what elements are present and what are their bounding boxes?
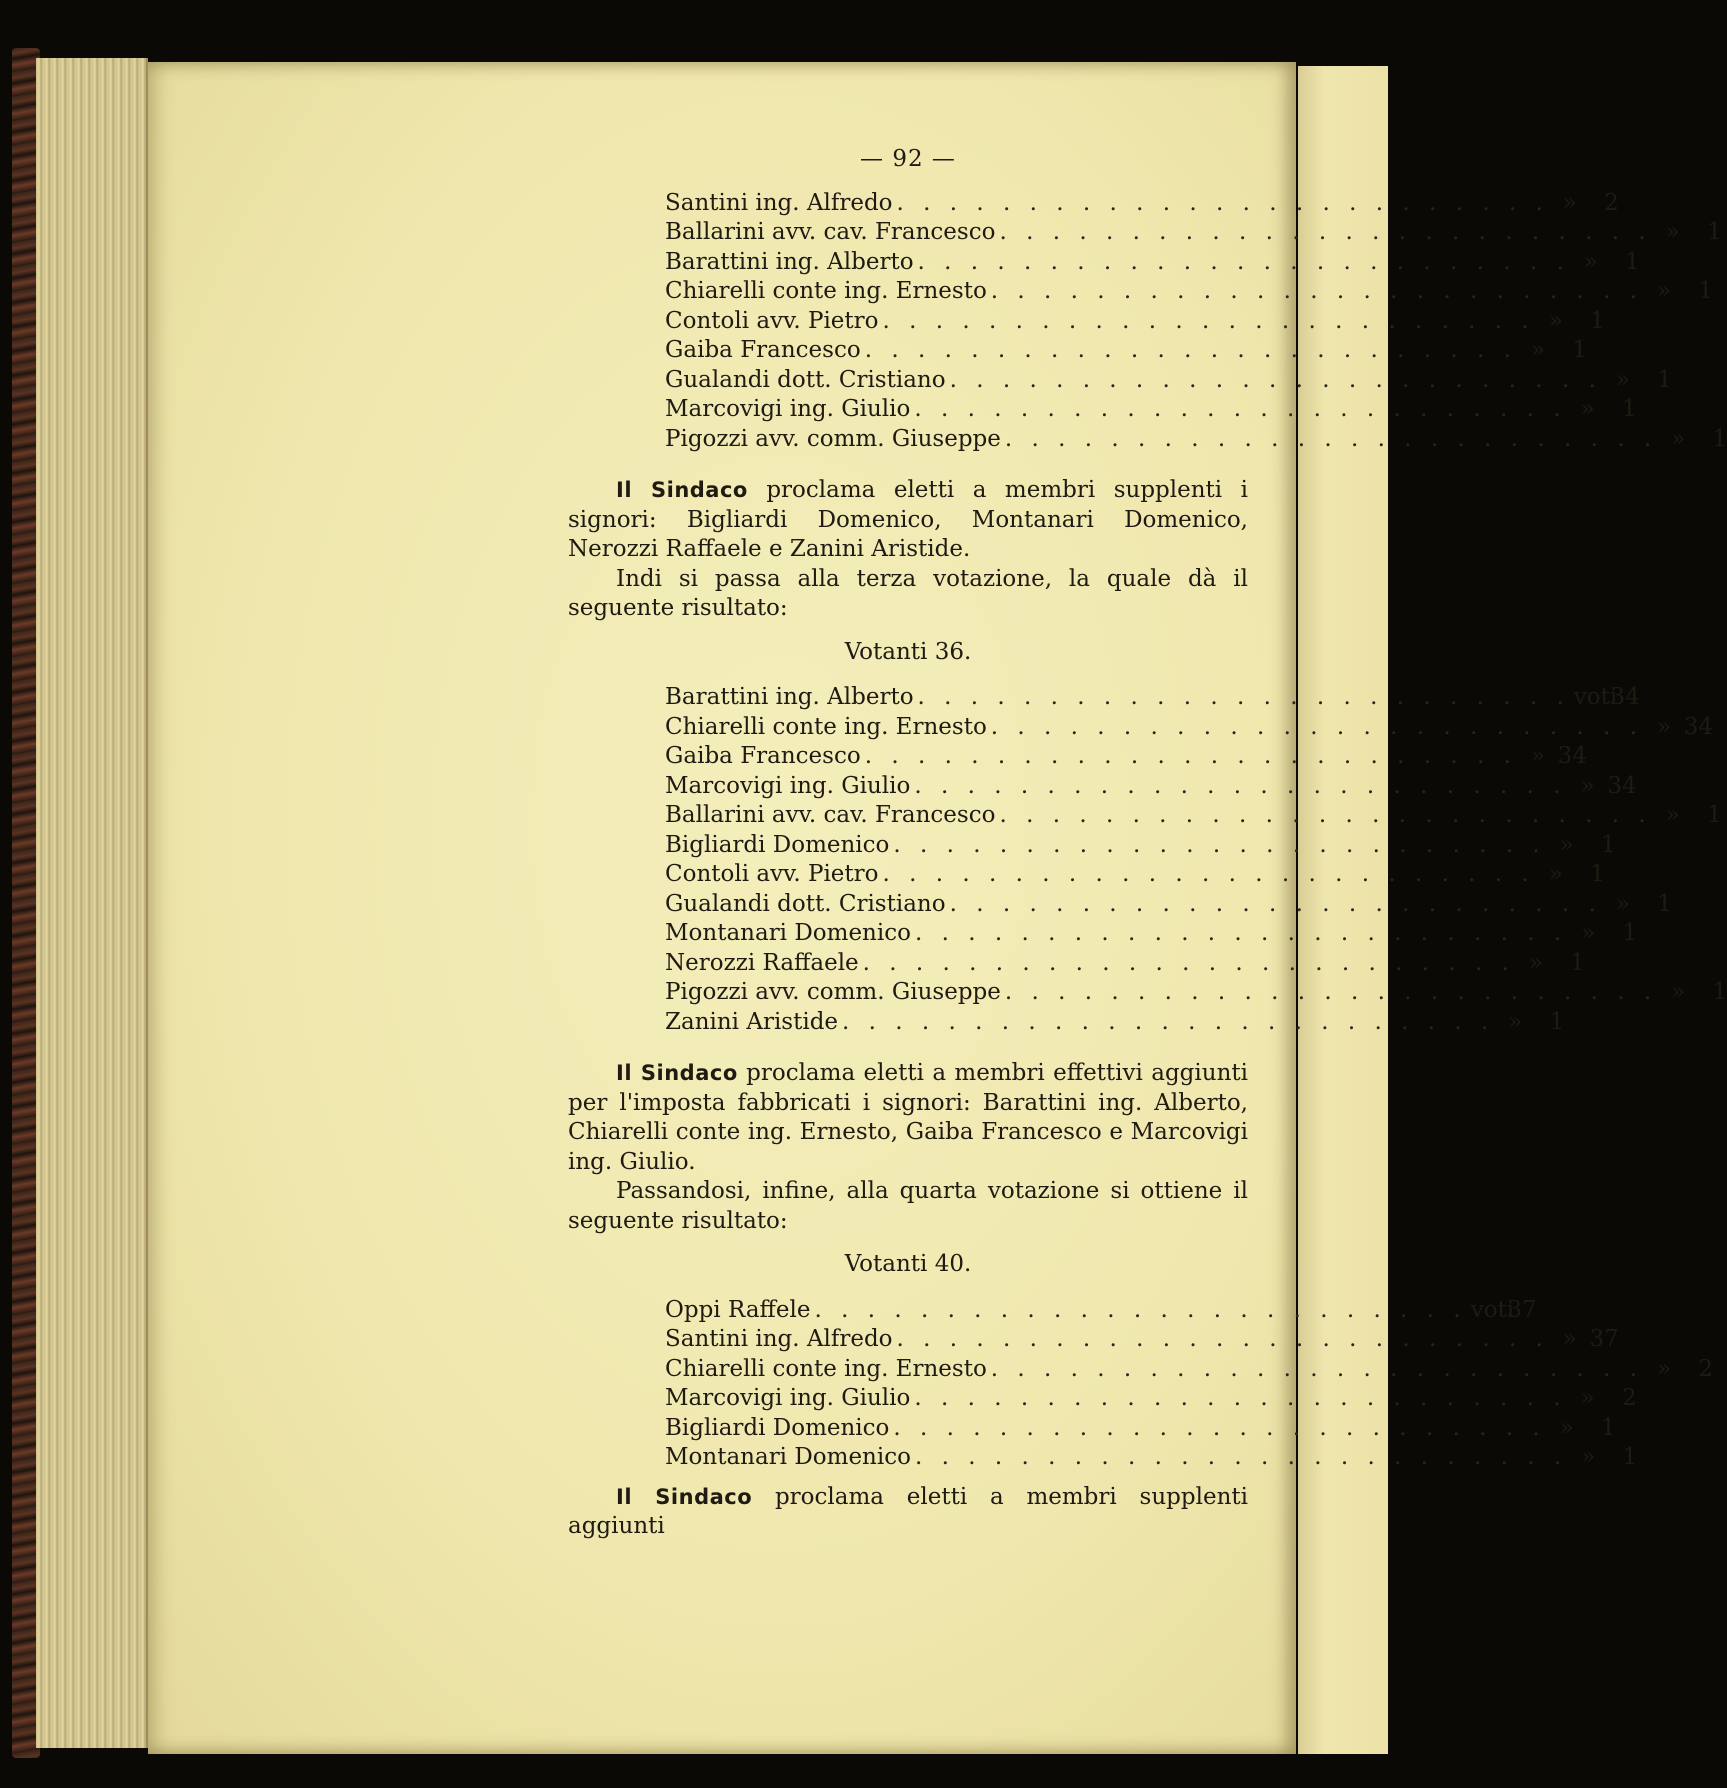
- dot-leader: . . . . . . . . . . . . . . . . . . . . . . . . .: [914, 396, 1567, 422]
- dot-leader: . . . . . . . . . . . . . . . . . . . . . . . . .: [990, 278, 1644, 304]
- vote-count: 1: [1712, 425, 1727, 452]
- vote-count: 1: [1707, 802, 1722, 828]
- vote-mark: »: [1615, 366, 1630, 393]
- list-item: [665, 860, 1605, 890]
- vote-mark: »: [1665, 802, 1680, 828]
- dot-leader: . . . . . . . . . . . . . . . . . . . . . . . . .: [999, 802, 1652, 828]
- dot-leader: . . . . . . . . . . . . . . . . . . . . . . . . .: [990, 713, 1644, 740]
- dot-leader: . . . . . . . . . . . . . . . . . . . . . . . . .: [882, 861, 1535, 887]
- list-item: [665, 1296, 1537, 1326]
- candidate-name: Pigozzi avv. comm. Giuseppe: [665, 979, 1001, 1005]
- list-item: [665, 713, 1714, 743]
- proclamation-text: proclama eletti a membri effettivi aggiunti per l'imposta fabbricati i signori: Barattini ing. Alberto, Chiarelli conte ing. Ernesto, Gaiba Francesco e Marcovigi ing. Giulio.: [568, 1060, 1248, 1175]
- candidate-name: Bigliardi Domenico: [665, 1414, 890, 1441]
- list-item: [665, 919, 1638, 949]
- candidate-name: Chiarelli conte ing. Ernesto: [665, 278, 987, 304]
- vote-mark: »: [1665, 219, 1680, 245]
- vote-mark: »: [1559, 831, 1574, 858]
- vote-mark: »: [1581, 920, 1596, 946]
- vote-mark: »: [1562, 189, 1577, 216]
- list-item: [665, 395, 1637, 425]
- list-item: [665, 1414, 1616, 1444]
- dot-leader: . . . . . . . . . . . . . . . . . . . . . . . . .: [914, 920, 1568, 946]
- candidate-name: Zanini Aristide: [665, 1008, 839, 1035]
- vote-mark: »: [1580, 1385, 1595, 1411]
- vote-mark: »: [1580, 396, 1595, 422]
- proclamation-text: proclama eletti a membri supplenti aggiunti: [568, 1483, 1248, 1539]
- vote-count: 1: [1590, 861, 1605, 887]
- vote-count: 34: [1683, 713, 1714, 740]
- list-item: [665, 1443, 1638, 1473]
- first-vote-list: [665, 189, 1727, 455]
- page-content: [568, 145, 1727, 1542]
- dot-leader: . . . . . . . . . . . . . . . . . . . . . . . . .: [999, 219, 1652, 245]
- vote-count: 2: [1621, 1385, 1637, 1411]
- dot-leader: . . . . . . . . . . . . . . . . . . . . . . . . .: [1004, 979, 1658, 1005]
- candidate-name: Ballarini avv. cav. Francesco: [665, 219, 996, 245]
- dot-leader: . . . . . . . . . . . . . . . . . . . . . . . . .: [917, 684, 1570, 710]
- vote-mark: »: [1580, 772, 1595, 799]
- list-item: [665, 425, 1727, 455]
- vote-mark: »: [1530, 337, 1545, 363]
- list-item: [665, 831, 1616, 861]
- candidate-name: Pigozzi avv. comm. Giuseppe: [665, 425, 1001, 452]
- list-item: [665, 742, 1587, 772]
- candidate-name: Bigliardi Domenico: [665, 831, 890, 858]
- vote-mark: »: [1657, 278, 1672, 304]
- list-item: [665, 1384, 1637, 1414]
- sindaco-label: Il Sindaco: [616, 478, 748, 502]
- dot-leader: . . . . . . . . . . . . . . . . . . . . . . . . .: [914, 1444, 1568, 1470]
- dot-leader: . . . . . . . . . . . . . . . . . . . . . . . . .: [842, 1008, 1495, 1035]
- vote-count: 1: [1712, 979, 1727, 1005]
- page-number: — 92 —: [860, 146, 956, 172]
- candidate-name: Oppi Raffele: [665, 1296, 811, 1323]
- dot-leader: . . . . . . . . . . . . . . . . . . . . . . . . .: [864, 743, 1517, 769]
- vote-count: 1: [1625, 248, 1640, 275]
- vote-mark: »: [1528, 949, 1543, 976]
- vote-mark: »: [1530, 743, 1545, 769]
- dot-leader: . . . . . . . . . . . . . . . . . . . . . . . . .: [990, 1355, 1644, 1382]
- dot-leader: . . . . . . . . . . . . . . . . . . . . . . . . .: [814, 1296, 1467, 1323]
- dot-leader: . . . . . . . . . . . . . . . . . . . . . . . . .: [893, 831, 1546, 858]
- vote-mark: »: [1657, 1355, 1672, 1382]
- vote-mark: »: [1581, 1444, 1596, 1470]
- vote-count: 2: [1604, 189, 1619, 216]
- vote-mark: »: [1583, 248, 1598, 275]
- candidate-name: Chiarelli conte ing. Ernesto: [665, 1355, 987, 1382]
- dot-leader: . . . . . . . . . . . . . . . . . . . . . . . . .: [917, 248, 1570, 275]
- vote-count: 1: [1698, 278, 1714, 304]
- vote-mark: »: [1508, 1008, 1523, 1035]
- dot-leader: . . . . . . . . . . . . . . . . . . . . . . . . .: [949, 890, 1602, 917]
- dot-leader: . . . . . . . . . . . . . . . . . . . . . . . . .: [914, 772, 1567, 799]
- dot-leader: . . . . . . . . . . . . . . . . . . . . . . . . .: [862, 949, 1515, 976]
- vote-mark: »: [1657, 713, 1672, 740]
- proclamation-effettivi: [568, 1059, 1248, 1177]
- vote-mark: voti: [1573, 684, 1618, 710]
- vote-mark: »: [1562, 1326, 1577, 1352]
- vote-count: 37: [1589, 1326, 1619, 1352]
- vote-count: 1: [1707, 219, 1722, 245]
- vote-mark: »: [1615, 890, 1630, 917]
- vote-mark: »: [1671, 979, 1686, 1005]
- list-item: [665, 890, 1672, 920]
- vote-count: 1: [1657, 366, 1672, 393]
- dot-leader: . . . . . . . . . . . . . . . . . . . . . . . . .: [1004, 425, 1658, 452]
- candidate-name: Marcovigi ing. Giulio: [665, 396, 911, 422]
- candidate-name: Barattini ing. Alberto: [665, 248, 914, 275]
- vote-count: 1: [1549, 1008, 1565, 1035]
- list-item: [665, 772, 1637, 802]
- third-vote-intro: Indi si passa alla terza votazione, la quale dà il seguente risultato:: [568, 565, 1248, 621]
- list-item: [665, 307, 1605, 337]
- candidate-name: Gaiba Francesco: [665, 743, 861, 769]
- vote-count: 2: [1698, 1355, 1714, 1382]
- vote-count: 34: [1607, 772, 1637, 799]
- list-item: [665, 949, 1585, 979]
- candidate-name: Contoli avv. Pietro: [665, 861, 879, 887]
- candidate-name: Gualandi dott. Cristiano: [665, 890, 946, 917]
- list-item: [665, 1355, 1714, 1385]
- candidate-name: Santini ing. Alfredo: [665, 1326, 893, 1352]
- fourth-vote-intro: Passandosi, infine, alla quarta votazione si ottiene il seguente risultato:: [568, 1178, 1248, 1234]
- vote-count: 1: [1601, 1414, 1616, 1441]
- candidate-name: Marcovigi ing. Giulio: [665, 772, 911, 799]
- vote-count: 37: [1507, 1296, 1537, 1323]
- list-item: [665, 248, 1640, 278]
- vote-count: 34: [1557, 743, 1587, 769]
- candidate-name: Gualandi dott. Cristiano: [665, 366, 946, 393]
- vote-count: 1: [1621, 396, 1637, 422]
- candidate-name: Nerozzi Raffaele: [665, 949, 859, 976]
- vote-mark: »: [1559, 1414, 1574, 1441]
- proclamation-supplenti-aggiunti: [568, 1483, 1248, 1542]
- candidate-name: Barattini ing. Alberto: [665, 684, 914, 710]
- dot-leader: . . . . . . . . . . . . . . . . . . . . . . . . .: [893, 1414, 1546, 1441]
- candidate-name: Montanari Domenico: [665, 1444, 911, 1470]
- vote-count: 1: [1570, 949, 1585, 976]
- dot-leader: . . . . . . . . . . . . . . . . . . . . . . . . .: [896, 189, 1549, 216]
- page-edges: [36, 58, 148, 1748]
- candidate-name: Gaiba Francesco: [665, 337, 861, 363]
- candidate-name: Ballarini avv. cav. Francesco: [665, 802, 996, 828]
- candidate-name: Chiarelli conte ing. Ernesto: [665, 713, 987, 740]
- third-vote-list: [665, 683, 1727, 1037]
- list-item: [665, 683, 1640, 713]
- vote-mark: voti: [1470, 1296, 1515, 1323]
- sindaco-label: Il Sindaco: [616, 1484, 753, 1509]
- list-item: [665, 801, 1722, 831]
- list-item: [665, 366, 1672, 396]
- vote-count: 1: [1590, 307, 1605, 334]
- vote-mark: »: [1671, 425, 1686, 452]
- list-item: [665, 277, 1714, 307]
- vote-count: 1: [1622, 1444, 1638, 1470]
- list-item: [665, 978, 1727, 1008]
- candidate-name: Contoli avv. Pietro: [665, 307, 879, 334]
- fourth-vote-list: [665, 1296, 1714, 1473]
- dot-leader: . . . . . . . . . . . . . . . . . . . . . . . . .: [882, 307, 1535, 334]
- list-item: [665, 1008, 1565, 1038]
- candidate-name: Santini ing. Alfredo: [665, 189, 893, 216]
- dot-leader: . . . . . . . . . . . . . . . . . . . . . . . . .: [914, 1385, 1567, 1411]
- votanti-count: Votanti 40.: [844, 1251, 972, 1277]
- list-item: [665, 1325, 1619, 1355]
- vote-mark: »: [1548, 861, 1563, 887]
- vote-mark: »: [1548, 307, 1563, 334]
- list-item: [665, 336, 1587, 366]
- vote-count: 1: [1622, 920, 1638, 946]
- dot-leader: . . . . . . . . . . . . . . . . . . . . . . . . .: [896, 1326, 1549, 1352]
- vote-count: 1: [1572, 337, 1587, 363]
- proclamation-text: proclama eletti a membri supplenti i signori: Bigliardi Domenico, Montanari Domenico, Nerozzi Raffaele e Zanini Aristide.: [568, 477, 1248, 562]
- dot-leader: . . . . . . . . . . . . . . . . . . . . . . . . .: [949, 366, 1602, 393]
- vote-count: 1: [1601, 831, 1616, 858]
- votanti-count: Votanti 36.: [844, 638, 972, 665]
- candidate-name: Montanari Domenico: [665, 920, 911, 946]
- sindaco-label: Il Sindaco: [616, 1061, 738, 1085]
- list-item: [665, 189, 1619, 219]
- candidate-name: Marcovigi ing. Giulio: [665, 1385, 911, 1411]
- proclamation-supplenti: [568, 476, 1248, 565]
- dot-leader: . . . . . . . . . . . . . . . . . . . . . . . . .: [864, 337, 1517, 363]
- list-item: [665, 218, 1722, 248]
- vote-count: 34: [1610, 684, 1640, 710]
- vote-count: 1: [1657, 890, 1672, 917]
